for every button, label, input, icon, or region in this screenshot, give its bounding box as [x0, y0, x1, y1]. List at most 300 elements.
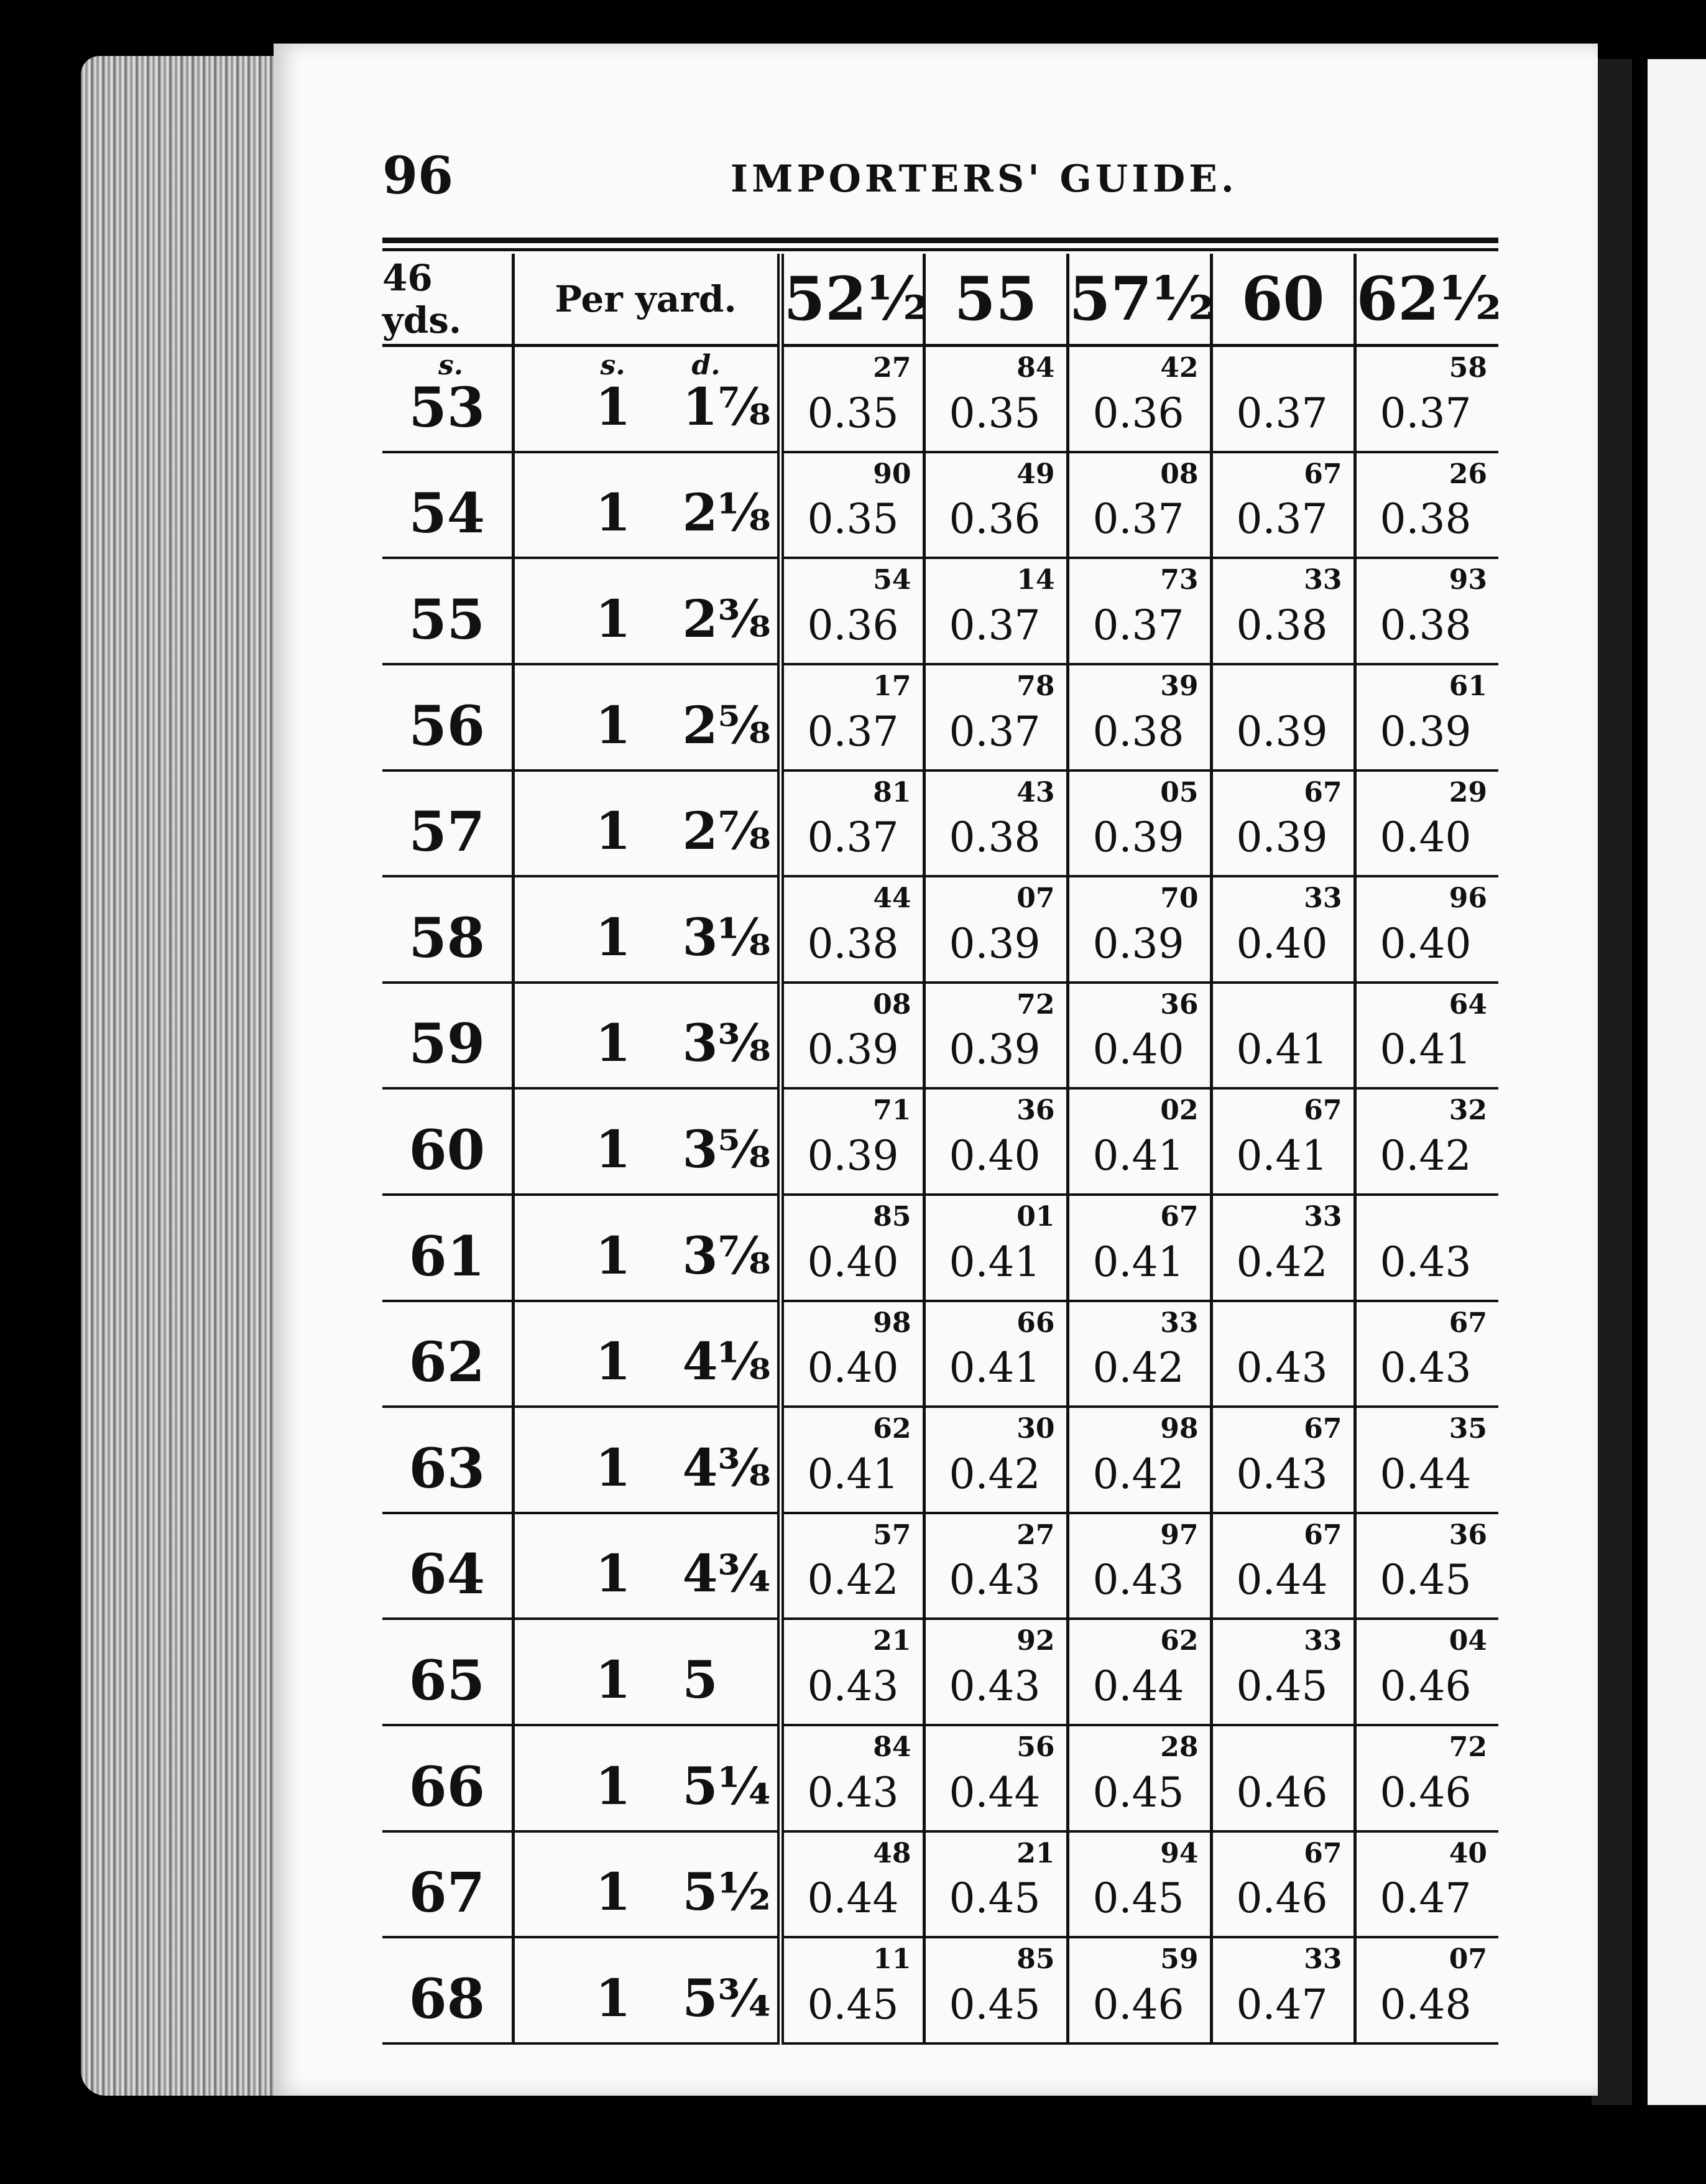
- rate-value: 0.45: [807, 1981, 899, 2029]
- rate-cell: [1067, 1088, 1211, 1195]
- rate-cell: [1355, 346, 1498, 452]
- rate-value: 0.41: [949, 1344, 1041, 1392]
- rate-cell: [1211, 1725, 1355, 1831]
- rate-fraction-digits: 58: [1449, 352, 1487, 384]
- rate-value: 0.45: [1092, 1768, 1184, 1816]
- pence-value: 4¾: [682, 1544, 772, 1604]
- page-number: 96: [382, 146, 454, 206]
- rate-value: 0.46: [1380, 1662, 1472, 1711]
- rate-fraction-digits: 90: [873, 458, 911, 490]
- rate-value: 0.42: [1092, 1344, 1184, 1392]
- table-row: [382, 1088, 1498, 1195]
- yards-value: 60: [408, 1117, 485, 1183]
- rate-fraction-digits: 29: [1449, 776, 1487, 808]
- header-yards: 46 yds.: [382, 254, 513, 346]
- rate-fraction-digits: 66: [1017, 1307, 1055, 1339]
- rate-fraction-digits: 05: [1160, 776, 1199, 808]
- rate-fraction-digits: 67: [1304, 1837, 1342, 1869]
- rate-value: 0.39: [949, 919, 1041, 968]
- rate-value: 0.40: [807, 1344, 899, 1392]
- pence-value: 3⅛: [682, 907, 771, 968]
- header-rate-4: 60: [1211, 254, 1355, 346]
- unit-label-yards: s.: [438, 349, 464, 381]
- yards-value: 61: [408, 1223, 485, 1289]
- rate-value: 0.42: [1092, 1450, 1184, 1498]
- facing-page-edge: [1648, 59, 1706, 2105]
- rate-value: 0.38: [1380, 495, 1472, 544]
- rate-cell: [780, 1407, 924, 1513]
- rate-fraction-digits: 40: [1449, 1837, 1487, 1869]
- header-rate-1: 52½: [780, 254, 924, 346]
- rate-value: 0.41: [1092, 1238, 1184, 1286]
- yards-value: 63: [408, 1435, 485, 1501]
- rate-fraction-digits: 33: [1304, 1625, 1342, 1657]
- rate-value: 0.47: [1236, 1981, 1328, 2029]
- rate-fraction-digits: 48: [873, 1837, 911, 1869]
- rate-cell: [1211, 1407, 1355, 1513]
- pence-value: 3⅝: [682, 1120, 771, 1180]
- pence-value: 3⅞: [682, 1226, 771, 1286]
- rate-value: 0.42: [1380, 1132, 1472, 1180]
- rate-fraction-digits: 49: [1017, 458, 1055, 490]
- rate-fraction-digits: 33: [1304, 564, 1342, 596]
- yards-cell: [382, 1619, 513, 1725]
- shillings-value: 1: [595, 1438, 631, 1498]
- rate-fraction-digits: 32: [1449, 1094, 1487, 1127]
- rate-fraction-digits: 07: [1449, 1943, 1487, 1976]
- table-row: [382, 1725, 1498, 1831]
- rate-fraction-digits: 67: [1304, 458, 1342, 490]
- rate-cell: [780, 983, 924, 1089]
- pence-value: 5¼: [682, 1756, 772, 1816]
- rate-cell: [1355, 558, 1498, 664]
- rate-fraction-digits: 64: [1449, 988, 1487, 1020]
- rate-value: 0.46: [1236, 1768, 1328, 1816]
- rate-value: 0.44: [807, 1874, 899, 1923]
- rate-cell: [1355, 1301, 1498, 1407]
- rate-value: 0.41: [1236, 1025, 1328, 1074]
- yards-cell: [382, 1831, 513, 1938]
- rate-value: 0.35: [807, 389, 899, 437]
- rate-fraction-digits: 35: [1449, 1413, 1487, 1445]
- rate-cell: [1211, 558, 1355, 664]
- rate-fraction-digits: 67: [1304, 1413, 1342, 1445]
- rate-fraction-digits: 36: [1449, 1519, 1487, 1551]
- rate-cell: [780, 452, 924, 558]
- table-row: [382, 558, 1498, 664]
- header-per-yard: Per yard.: [513, 254, 780, 346]
- rate-fraction-digits: 85: [1017, 1943, 1055, 1976]
- rate-cell: [1355, 1407, 1498, 1513]
- rate-value: 0.45: [1236, 1662, 1328, 1711]
- rate-fraction-digits: 08: [1160, 458, 1199, 490]
- rate-fraction-digits: 84: [1017, 352, 1055, 384]
- yards-value: 59: [408, 1011, 485, 1076]
- rate-cell: [1067, 346, 1211, 452]
- rate-cell: [1067, 1725, 1211, 1831]
- table-row: [382, 770, 1498, 877]
- yards-value: 55: [408, 587, 485, 652]
- yards-value: 56: [408, 693, 485, 758]
- rate-fraction-digits: 70: [1160, 882, 1199, 915]
- rate-value: 0.43: [1380, 1344, 1472, 1392]
- per-yard-cell: [513, 983, 780, 1089]
- yards-value: 53: [408, 374, 485, 440]
- rate-value: 0.40: [949, 1132, 1041, 1180]
- rate-value: 0.40: [1092, 1025, 1184, 1074]
- unit-label-pence: d.: [691, 349, 721, 381]
- rate-value: 0.44: [949, 1768, 1041, 1816]
- rate-value: 0.38: [1380, 601, 1472, 649]
- shillings-value: 1: [595, 1862, 631, 1923]
- rate-value: 0.37: [949, 707, 1041, 756]
- rate-fraction-digits: 98: [1160, 1413, 1199, 1445]
- rate-value: 0.39: [807, 1132, 899, 1180]
- rate-value: 0.47: [1380, 1874, 1472, 1923]
- rate-cell: [1211, 1301, 1355, 1407]
- rate-fraction-digits: 71: [873, 1094, 911, 1127]
- yards-cell: [382, 1195, 513, 1301]
- rate-cell: [1211, 346, 1355, 452]
- rate-cell: [1067, 664, 1211, 770]
- rate-value: 0.45: [949, 1874, 1041, 1923]
- rate-fraction-digits: 26: [1449, 458, 1487, 490]
- pence-value: 5½: [682, 1862, 772, 1923]
- rate-cell: [1067, 558, 1211, 664]
- shillings-value: 1: [595, 695, 631, 756]
- table-row: [382, 1513, 1498, 1619]
- yards-value: 54: [408, 481, 485, 546]
- rate-value: 0.41: [949, 1238, 1041, 1286]
- header-rate-3: 57½: [1067, 254, 1211, 346]
- rate-cell: [924, 558, 1067, 664]
- rate-cell: [1067, 1937, 1211, 2043]
- rate-cell: [1067, 1195, 1211, 1301]
- rate-fraction-digits: 39: [1160, 670, 1199, 702]
- rate-fraction-digits: 21: [873, 1625, 911, 1657]
- yards-value: 66: [408, 1754, 485, 1819]
- rate-cell: [1355, 1831, 1498, 1938]
- rate-value: 0.39: [1236, 707, 1328, 756]
- rate-cell: [1211, 1619, 1355, 1725]
- per-yard-cell: [513, 558, 780, 664]
- rate-cell: [780, 1725, 924, 1831]
- rate-value: 0.41: [1092, 1132, 1184, 1180]
- yards-cell: [382, 558, 513, 664]
- yards-cell: [382, 1937, 513, 2043]
- rate-cell: [1211, 452, 1355, 558]
- rate-fraction-digits: 28: [1160, 1731, 1199, 1764]
- shillings-value: 1: [595, 1756, 631, 1816]
- table-row: [382, 1407, 1498, 1513]
- rate-value: 0.39: [949, 1025, 1041, 1074]
- pence-value: 2⅛: [682, 483, 771, 544]
- rate-value: 0.39: [1092, 919, 1184, 968]
- rate-value: 0.37: [949, 601, 1041, 649]
- yards-cell: [382, 452, 513, 558]
- rate-cell: [1355, 452, 1498, 558]
- rate-value: 0.42: [949, 1450, 1041, 1498]
- per-yard-cell: [513, 1513, 780, 1619]
- rate-value: 0.37: [1092, 601, 1184, 649]
- rate-fraction-digits: 92: [1017, 1625, 1055, 1657]
- rate-value: 0.43: [949, 1662, 1041, 1711]
- yards-cell: [382, 876, 513, 983]
- rate-value: 0.38: [807, 919, 899, 968]
- yards-cell: [382, 1407, 513, 1513]
- rate-value: 0.44: [1092, 1662, 1184, 1711]
- rate-cell: [1067, 983, 1211, 1089]
- table-row: [382, 1301, 1498, 1407]
- rate-cell: [924, 664, 1067, 770]
- rate-cell: [1355, 983, 1498, 1089]
- rate-cell: [924, 346, 1067, 452]
- rate-fraction-digits: 33: [1304, 1201, 1342, 1233]
- running-title: IMPORTERS' GUIDE.: [731, 157, 1238, 201]
- rate-fraction-digits: 33: [1160, 1307, 1199, 1339]
- rate-table: [382, 254, 1502, 2045]
- rate-fraction-digits: 94: [1160, 1837, 1199, 1869]
- rate-fraction-digits: 36: [1160, 988, 1199, 1020]
- rate-cell: [780, 1619, 924, 1725]
- rate-value: 0.42: [1236, 1238, 1328, 1286]
- rate-fraction-digits: 97: [1160, 1519, 1199, 1551]
- table-row: [382, 664, 1498, 770]
- per-yard-cell: [513, 1407, 780, 1513]
- rate-value: 0.43: [949, 1556, 1041, 1604]
- rate-fraction-digits: 67: [1304, 1094, 1342, 1127]
- pence-value: 3⅜: [682, 1014, 771, 1074]
- rate-value: 0.45: [1092, 1874, 1184, 1923]
- rate-cell: [1211, 1831, 1355, 1938]
- rate-value: 0.44: [1236, 1556, 1328, 1604]
- rate-value: 0.40: [1380, 813, 1472, 862]
- rate-cell: [780, 1088, 924, 1195]
- rate-value: 0.46: [1236, 1874, 1328, 1923]
- rate-fraction-digits: 11: [873, 1943, 911, 1976]
- header-rule: [382, 238, 1498, 251]
- rate-value: 0.45: [949, 1981, 1041, 2029]
- rate-cell: [780, 770, 924, 877]
- rate-fraction-digits: 57: [873, 1519, 911, 1551]
- yards-value: 64: [408, 1542, 485, 1607]
- rate-fraction-digits: 84: [873, 1731, 911, 1764]
- rate-value: 0.46: [1380, 1768, 1472, 1816]
- rate-cell: [1067, 770, 1211, 877]
- rate-cell: [1067, 1407, 1211, 1513]
- rate-fraction-digits: 67: [1449, 1307, 1487, 1339]
- pence-value: 5: [682, 1650, 718, 1711]
- yards-cell: [382, 1301, 513, 1407]
- rate-value: 0.43: [1236, 1450, 1328, 1498]
- pence-value: 5¾: [682, 1969, 772, 2029]
- rate-cell: [1355, 1195, 1498, 1301]
- rate-fraction-digits: 01: [1017, 1201, 1055, 1233]
- rate-value: 0.37: [807, 707, 899, 756]
- rate-fraction-digits: 62: [1160, 1625, 1199, 1657]
- rate-cell: [1355, 1088, 1498, 1195]
- rate-cell: [1067, 876, 1211, 983]
- rate-fraction-digits: 59: [1160, 1943, 1199, 1976]
- yards-value: 57: [408, 799, 485, 864]
- book-page-edges: [81, 56, 286, 2096]
- rate-cell: [924, 1088, 1067, 1195]
- rate-value: 0.39: [1236, 813, 1328, 862]
- rate-cell: [1211, 1088, 1355, 1195]
- shillings-value: 1: [595, 1226, 631, 1286]
- rate-fraction-digits: 36: [1017, 1094, 1055, 1127]
- yards-cell: [382, 1513, 513, 1619]
- per-yard-cell: [513, 1301, 780, 1407]
- rate-fraction-digits: 96: [1449, 882, 1487, 915]
- yards-value: 58: [408, 905, 485, 970]
- rate-cell: [780, 1301, 924, 1407]
- rate-fraction-digits: 78: [1017, 670, 1055, 702]
- pence-value: 2⅞: [682, 802, 771, 862]
- pence-value: 2⅝: [682, 695, 771, 756]
- rate-value: 0.40: [1236, 919, 1328, 968]
- rate-value: 0.48: [1380, 1981, 1472, 2029]
- rate-value: 0.45: [1380, 1556, 1472, 1604]
- rate-value: 0.43: [1236, 1344, 1328, 1392]
- table-row: [382, 1619, 1498, 1725]
- rate-cell: [1211, 770, 1355, 877]
- rate-cell: [1355, 770, 1498, 877]
- header-rate-5: 62½: [1355, 254, 1498, 346]
- shillings-value: 1: [595, 1332, 631, 1392]
- rate-fraction-digits: 14: [1017, 564, 1055, 596]
- yards-cell: [382, 664, 513, 770]
- rate-fraction-digits: 72: [1017, 988, 1055, 1020]
- shillings-value: 1: [595, 1650, 631, 1711]
- pence-value: 1⅞: [682, 377, 771, 437]
- pence-value: 4⅛: [682, 1332, 771, 1392]
- rate-fraction-digits: 54: [873, 564, 911, 596]
- header-rate-2: 55: [924, 254, 1067, 346]
- rate-cell: [924, 1301, 1067, 1407]
- rate-value: 0.43: [807, 1768, 899, 1816]
- rate-cell: [1067, 1619, 1211, 1725]
- rate-cell: [1067, 452, 1211, 558]
- rate-cell: [780, 664, 924, 770]
- rate-fraction-digits: 98: [873, 1307, 911, 1339]
- per-yard-cell: [513, 770, 780, 877]
- rate-value: 0.46: [1092, 1981, 1184, 2029]
- yards-cell: [382, 1088, 513, 1195]
- rate-fraction-digits: 67: [1304, 776, 1342, 808]
- rate-fraction-digits: 72: [1449, 1731, 1487, 1764]
- rate-fraction-digits: 93: [1449, 564, 1487, 596]
- rate-value: 0.37: [1236, 389, 1328, 437]
- rate-value: 0.42: [807, 1556, 899, 1604]
- rate-value: 0.36: [807, 601, 899, 649]
- yards-value: 67: [408, 1860, 485, 1925]
- rate-cell: [1067, 1513, 1211, 1619]
- rate-fraction-digits: 61: [1449, 670, 1487, 702]
- rate-value: 0.41: [1236, 1132, 1328, 1180]
- yards-cell: [382, 983, 513, 1089]
- rate-cell: [924, 983, 1067, 1089]
- table-row: [382, 1195, 1498, 1301]
- table-row: [382, 346, 1498, 452]
- table-row: [382, 1937, 1498, 2043]
- rate-value: 0.35: [949, 389, 1041, 437]
- rate-cell: [780, 1937, 924, 2043]
- rate-value: 0.37: [1380, 389, 1472, 437]
- rate-fraction-digits: 56: [1017, 1731, 1055, 1764]
- rate-fraction-digits: 30: [1017, 1413, 1055, 1445]
- per-yard-cell: [513, 876, 780, 983]
- rate-value: 0.37: [1092, 495, 1184, 544]
- rate-value: 0.40: [807, 1238, 899, 1286]
- rate-fraction-digits: 43: [1017, 776, 1055, 808]
- rate-cell: [924, 1195, 1067, 1301]
- rate-cell: [1067, 1301, 1211, 1407]
- yards-value: 65: [408, 1648, 485, 1713]
- shillings-value: 1: [595, 483, 631, 544]
- rate-cell: [1355, 1513, 1498, 1619]
- rate-cell: [780, 558, 924, 664]
- pence-value: 2⅜: [682, 590, 771, 649]
- rate-cell: [924, 770, 1067, 877]
- rate-cell: [780, 876, 924, 983]
- rate-fraction-digits: 67: [1160, 1201, 1199, 1233]
- rate-fraction-digits: 17: [873, 670, 911, 702]
- per-yard-cell: [513, 1831, 780, 1938]
- rate-cell: [780, 1831, 924, 1938]
- header-row: [382, 254, 1498, 346]
- rate-fraction-digits: 62: [873, 1413, 911, 1445]
- rate-cell: [924, 876, 1067, 983]
- page-header: [382, 146, 1495, 206]
- table-row: [382, 452, 1498, 558]
- rate-cell: [1355, 1937, 1498, 2043]
- rate-cell: [1355, 664, 1498, 770]
- yards-cell: [382, 770, 513, 877]
- rate-cell: [1211, 664, 1355, 770]
- shillings-value: 1: [595, 1014, 631, 1074]
- rate-fraction-digits: 67: [1304, 1519, 1342, 1551]
- rate-value: 0.40: [1380, 919, 1472, 968]
- shillings-value: 1: [595, 802, 631, 862]
- rate-fraction-digits: 33: [1304, 1943, 1342, 1976]
- rate-cell: [1211, 1937, 1355, 2043]
- rate-cell: [1355, 1725, 1498, 1831]
- rate-cell: [1211, 1195, 1355, 1301]
- per-yard-cell: [513, 1088, 780, 1195]
- table-row: [382, 983, 1498, 1089]
- rate-value: 0.41: [1380, 1025, 1472, 1074]
- rate-cell: [1211, 983, 1355, 1089]
- rate-value: 0.37: [1236, 495, 1328, 544]
- rate-cell: [1355, 876, 1498, 983]
- per-yard-cell: [513, 1195, 780, 1301]
- rate-value: 0.39: [1380, 707, 1472, 756]
- rate-fraction-digits: 04: [1449, 1625, 1487, 1657]
- rate-value: 0.39: [807, 1025, 899, 1074]
- shillings-value: 1: [595, 377, 631, 437]
- rate-fraction-digits: 08: [873, 988, 911, 1020]
- per-yard-cell: [513, 664, 780, 770]
- shillings-value: 1: [595, 907, 631, 968]
- yards-value: 68: [408, 1966, 485, 2031]
- rate-cell: [924, 452, 1067, 558]
- shillings-value: 1: [595, 1120, 631, 1180]
- per-yard-cell: [513, 1725, 780, 1831]
- rate-value: 0.37: [807, 813, 899, 862]
- rate-cell: [1067, 1831, 1211, 1938]
- shillings-value: 1: [595, 1544, 631, 1604]
